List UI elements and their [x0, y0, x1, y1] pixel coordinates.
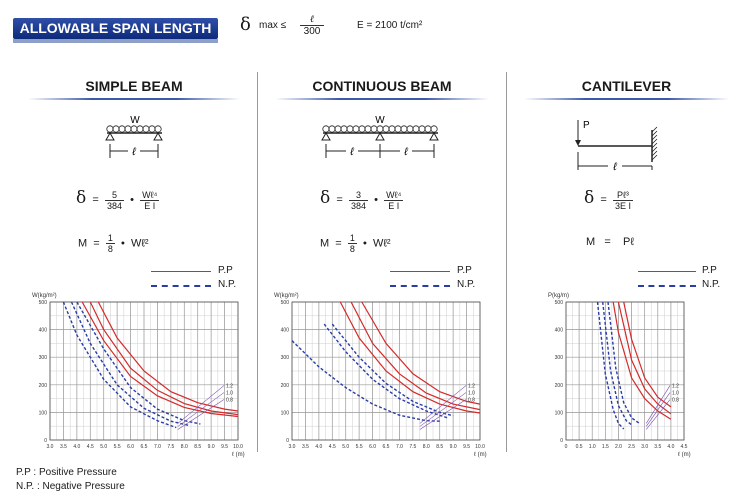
header-e-value: E = 2100 t/cm² — [357, 20, 423, 31]
deflection-formula: δ = $\frac{3}{384}$ • $\frac{\text{Wℓ⁴}}{\text{E I}}$ — [320, 188, 402, 211]
y-tick-label: 100 — [554, 410, 563, 417]
legend-pp-line — [151, 271, 211, 272]
x-tick-label: 7.5 — [409, 444, 417, 450]
x-tick-label: 8.5 — [194, 444, 202, 450]
header-frac-den: 300 — [303, 26, 321, 37]
x-tick-label: 8.5 — [436, 444, 444, 450]
thickness-label: 0.8 — [226, 397, 233, 404]
x-tick-label: 10.0 — [475, 444, 485, 450]
legend-np-line — [151, 285, 211, 287]
x-tick-label: 4.5 — [328, 444, 336, 450]
x-tick-label: 9.5 — [221, 444, 229, 450]
y-tick-label: 400 — [38, 327, 47, 334]
thickness-label: 1.0 — [226, 390, 233, 397]
thickness-label: 1.2 — [226, 383, 233, 390]
x-tick-label: 5.0 — [100, 444, 108, 450]
x-tick-label: 5.0 — [342, 444, 350, 450]
y-tick-label: 400 — [280, 327, 289, 334]
x-axis-label: ℓ (m) — [678, 452, 691, 458]
page-title: ALLOWABLE SPAN LENGTH — [13, 18, 218, 39]
cantilever-diagram — [574, 114, 664, 176]
thickness-label: 1.2 — [468, 383, 475, 390]
legend-np-label: N.P. — [218, 279, 237, 290]
title-underline — [524, 98, 729, 100]
y-tick-label: 500 — [38, 300, 47, 306]
y-tick-label: 300 — [554, 355, 563, 362]
load-label: P — [583, 120, 590, 131]
thickness-label: 0.8 — [468, 397, 475, 404]
legend-np-line — [638, 285, 696, 287]
x-axis-label: ℓ (m) — [232, 452, 245, 458]
x-tick-label: 3.5 — [301, 444, 309, 450]
header-frac-num: ℓ — [300, 14, 324, 26]
y-tick-label: 300 — [38, 355, 47, 362]
title-underline — [28, 98, 240, 100]
header-max: max ≤ — [259, 20, 287, 31]
y-tick-label: 500 — [280, 300, 289, 306]
chart-continuous-beam — [274, 288, 496, 458]
pp-series-line — [98, 302, 238, 411]
np-series-line — [77, 302, 200, 424]
chart-simple-beam — [30, 288, 252, 458]
y-tick-label: 400 — [554, 327, 563, 334]
column-divider — [506, 72, 507, 452]
span-label: ℓ — [132, 146, 136, 158]
x-tick-label: 2.0 — [614, 444, 622, 450]
footer-np-note: N.P. : Negative Pressure — [16, 481, 125, 492]
x-tick-label: 1.0 — [588, 444, 596, 450]
chart-cantilever — [546, 288, 696, 458]
x-tick-label: 5.5 — [113, 444, 121, 450]
x-tick-label: 6.5 — [382, 444, 390, 450]
span-label: ℓ — [350, 146, 354, 158]
x-axis-label: ℓ (m) — [474, 452, 487, 458]
x-tick-label: 3.0 — [641, 444, 649, 450]
x-tick-label: 2.5 — [628, 444, 636, 450]
x-tick-label: 8.0 — [422, 444, 430, 450]
y-tick-label: 300 — [280, 355, 289, 362]
x-tick-label: 9.5 — [463, 444, 471, 450]
deflection-formula: δ = $\frac{5}{384}$ • $\frac{\text{Wℓ⁴}}{\text{E I}}$ — [76, 188, 158, 211]
thickness-label: 0.8 — [672, 397, 679, 404]
column-title: CANTILEVER — [581, 78, 672, 94]
y-tick-label: 0 — [560, 438, 563, 444]
x-tick-label: 4.0 — [667, 444, 675, 450]
legend-np-label: N.P. — [702, 279, 721, 290]
x-tick-label: 1.5 — [601, 444, 609, 450]
x-tick-label: 8.0 — [180, 444, 188, 450]
x-tick-label: 4.5 — [680, 444, 688, 450]
y-axis-label: W(kg/m²) — [274, 293, 299, 299]
legend-pp-label: P.P — [218, 265, 233, 276]
thickness-label: 1.0 — [672, 390, 679, 397]
y-tick-label: 0 — [44, 438, 47, 444]
x-tick-label: 9.0 — [449, 444, 457, 450]
span-label: ℓ — [404, 146, 408, 158]
y-axis-label: P(kg/m) — [548, 293, 569, 299]
y-tick-label: 200 — [554, 382, 563, 389]
x-tick-label: 5.5 — [355, 444, 363, 450]
x-tick-label: 10.0 — [233, 444, 243, 450]
y-tick-label: 500 — [554, 300, 563, 306]
legend-pp-line — [390, 271, 450, 272]
y-tick-label: 200 — [280, 382, 289, 389]
load-label: W — [375, 115, 385, 126]
title-shadow — [13, 39, 218, 43]
legend-pp-line — [638, 271, 696, 272]
span-label: ℓ — [613, 161, 617, 173]
legend-pp-label: P.P — [702, 265, 717, 276]
x-tick-label: 7.0 — [395, 444, 403, 450]
x-tick-label: 7.5 — [167, 444, 175, 450]
column-title: CONTINUOUS BEAM — [312, 78, 452, 94]
thickness-leader — [178, 386, 224, 424]
x-tick-label: 3.5 — [654, 444, 662, 450]
header-delta: δ — [240, 14, 251, 35]
legend-pp-label: P.P — [457, 265, 472, 276]
column-divider — [257, 72, 258, 452]
x-tick-label: 3.0 — [288, 444, 296, 450]
footer-pp-note: P.P : Positive Pressure — [16, 467, 117, 478]
x-tick-label: 6.0 — [127, 444, 135, 450]
simple-beam-diagram — [98, 114, 170, 170]
thickness-label: 1.0 — [468, 390, 475, 397]
continuous-beam-diagram — [318, 114, 443, 170]
moment-formula: M = Pℓ — [586, 236, 634, 248]
thickness-leader — [420, 400, 466, 430]
column-title: SIMPLE BEAM — [85, 78, 183, 94]
np-series-line — [598, 302, 624, 429]
header-fraction — [300, 14, 324, 37]
x-tick-label: 6.0 — [369, 444, 377, 450]
y-tick-label: 200 — [38, 382, 47, 389]
x-tick-label: 7.0 — [153, 444, 161, 450]
deflection-formula: δ = $\frac{\text{Pℓ³}}{\text{3E I}}$ — [584, 188, 631, 211]
thickness-leader — [420, 386, 466, 424]
y-tick-label: 100 — [280, 410, 289, 417]
y-tick-label: 0 — [286, 438, 289, 444]
y-tick-label: 100 — [38, 410, 47, 417]
x-tick-label: 4.0 — [315, 444, 323, 450]
load-label: W — [130, 115, 140, 126]
x-tick-label: 0 — [564, 444, 568, 450]
x-tick-label: 4.5 — [86, 444, 94, 450]
x-tick-label: 4.0 — [73, 444, 81, 450]
y-axis-label: W(kg/m²) — [32, 293, 57, 299]
thickness-label: 1.2 — [672, 383, 679, 390]
x-tick-label: 9.0 — [207, 444, 215, 450]
x-tick-label: 0.5 — [575, 444, 583, 450]
legend-np-line — [390, 285, 450, 287]
x-tick-label: 3.5 — [59, 444, 67, 450]
x-tick-label: 6.5 — [140, 444, 148, 450]
np-series-line — [608, 302, 639, 423]
x-tick-label: 3.0 — [46, 444, 54, 450]
title-underline — [275, 98, 489, 100]
moment-formula: M = $\frac{1}{8}$ • Wℓ² — [320, 233, 391, 254]
moment-formula: M = $\frac{1}{8}$ • Wℓ² — [78, 233, 149, 254]
legend-np-label: N.P. — [457, 279, 476, 290]
